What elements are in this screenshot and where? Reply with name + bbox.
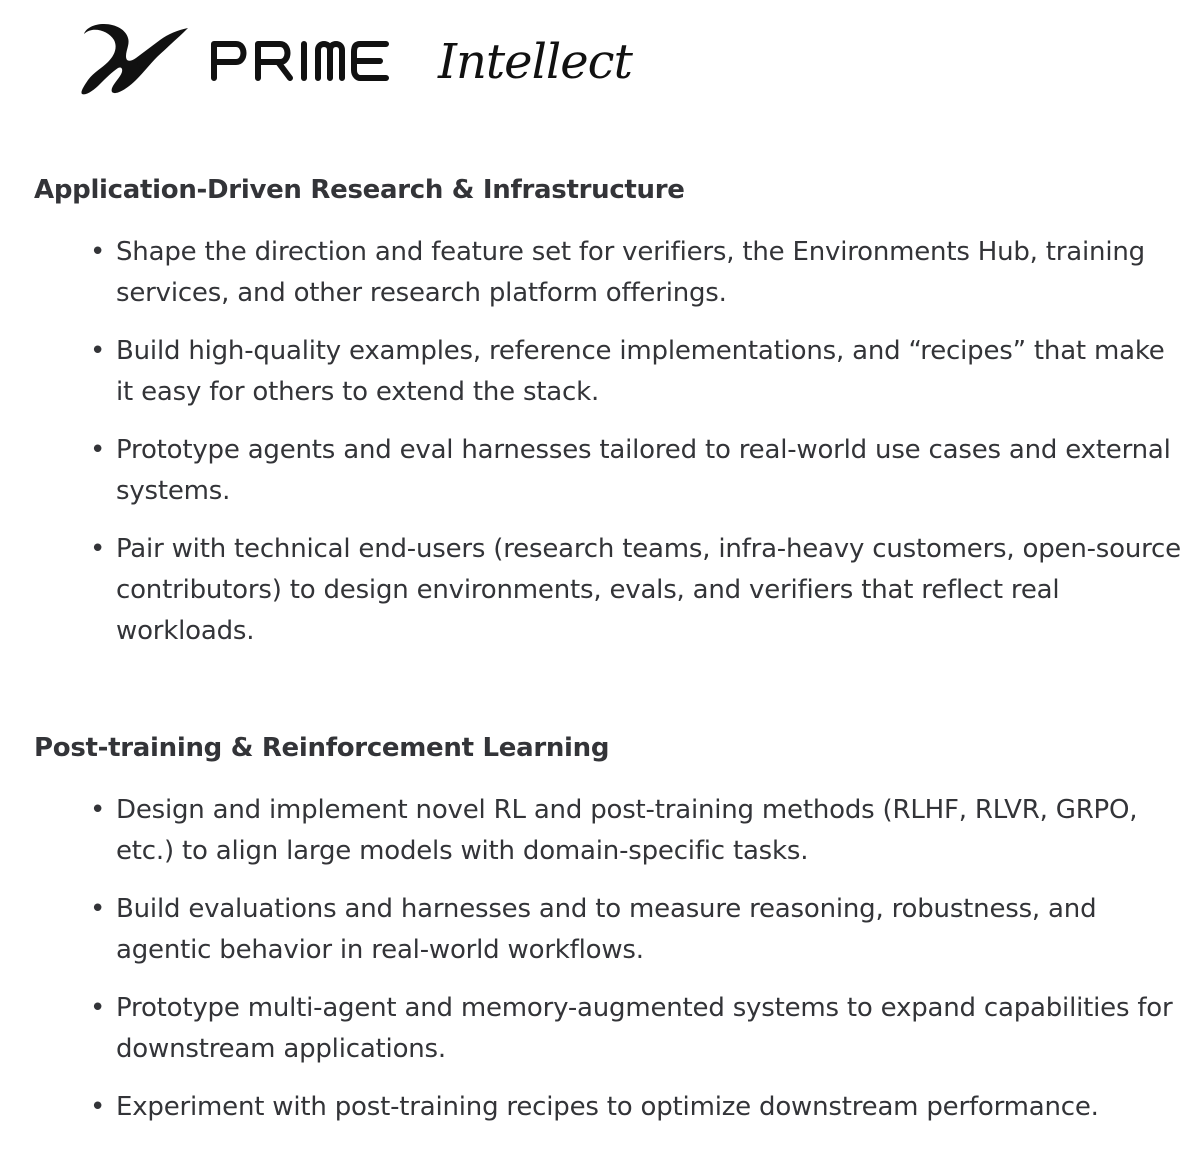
bullet-icon: • bbox=[90, 534, 106, 564]
bullet-list bbox=[34, 232, 1184, 652]
butterfly-logo-icon bbox=[78, 22, 190, 98]
bullet-icon: • bbox=[90, 894, 106, 924]
list-item bbox=[34, 790, 1184, 872]
section-application-driven-research bbox=[34, 168, 1184, 669]
bullet-icon: • bbox=[90, 993, 106, 1023]
list-item bbox=[34, 331, 1184, 413]
list-item bbox=[34, 889, 1184, 971]
list-item-text: Experiment with post-training recipes to optimize downstream performance. bbox=[116, 1092, 1099, 1122]
bullet-icon: • bbox=[90, 795, 106, 825]
list-item bbox=[34, 232, 1184, 314]
list-item-text: Build high-quality examples, reference implementations, and “recipes” that make it easy for others to extend the stack. bbox=[116, 336, 1165, 407]
list-item-text: Prototype multi-agent and memory-augmented systems to expand capabilities for downstream applications. bbox=[116, 993, 1173, 1064]
list-item bbox=[34, 529, 1184, 652]
list-item-text: Prototype agents and eval harnesses tailored to real-world use cases and external systems. bbox=[116, 435, 1171, 506]
section-post-training-rl bbox=[34, 726, 1184, 1145]
prime-wordmark bbox=[208, 38, 434, 82]
list-item bbox=[34, 988, 1184, 1070]
list-item-text: Pair with technical end-users (research teams, infra-heavy customers, open-source contributors) to design environments, evals, and verifiers that reflect real workloads. bbox=[116, 534, 1181, 646]
bullet-icon: • bbox=[90, 336, 106, 366]
bullet-icon: • bbox=[90, 1092, 106, 1122]
intellect-wordmark: Intellect bbox=[438, 34, 632, 90]
prime-intellect-logo bbox=[78, 20, 632, 100]
list-item bbox=[34, 1087, 1184, 1128]
bullet-icon: • bbox=[90, 435, 106, 465]
list-item-text: Shape the direction and feature set for verifiers, the Environments Hub, training services, and other research platform offerings. bbox=[116, 237, 1145, 308]
section-title: Post-training & Reinforcement Learning bbox=[34, 733, 610, 763]
list-item-text: Build evaluations and harnesses and to measure reasoning, robustness, and agentic behavior in real-world workflows. bbox=[116, 894, 1097, 965]
section-title: Application-Driven Research & Infrastructure bbox=[34, 175, 685, 205]
bullet-list bbox=[34, 790, 1184, 1128]
list-item bbox=[34, 430, 1184, 512]
bullet-icon: • bbox=[90, 237, 106, 267]
list-item-text: Design and implement novel RL and post-training methods (RLHF, RLVR, GRPO, etc.) to align large models with domain-specific tasks. bbox=[116, 795, 1138, 866]
